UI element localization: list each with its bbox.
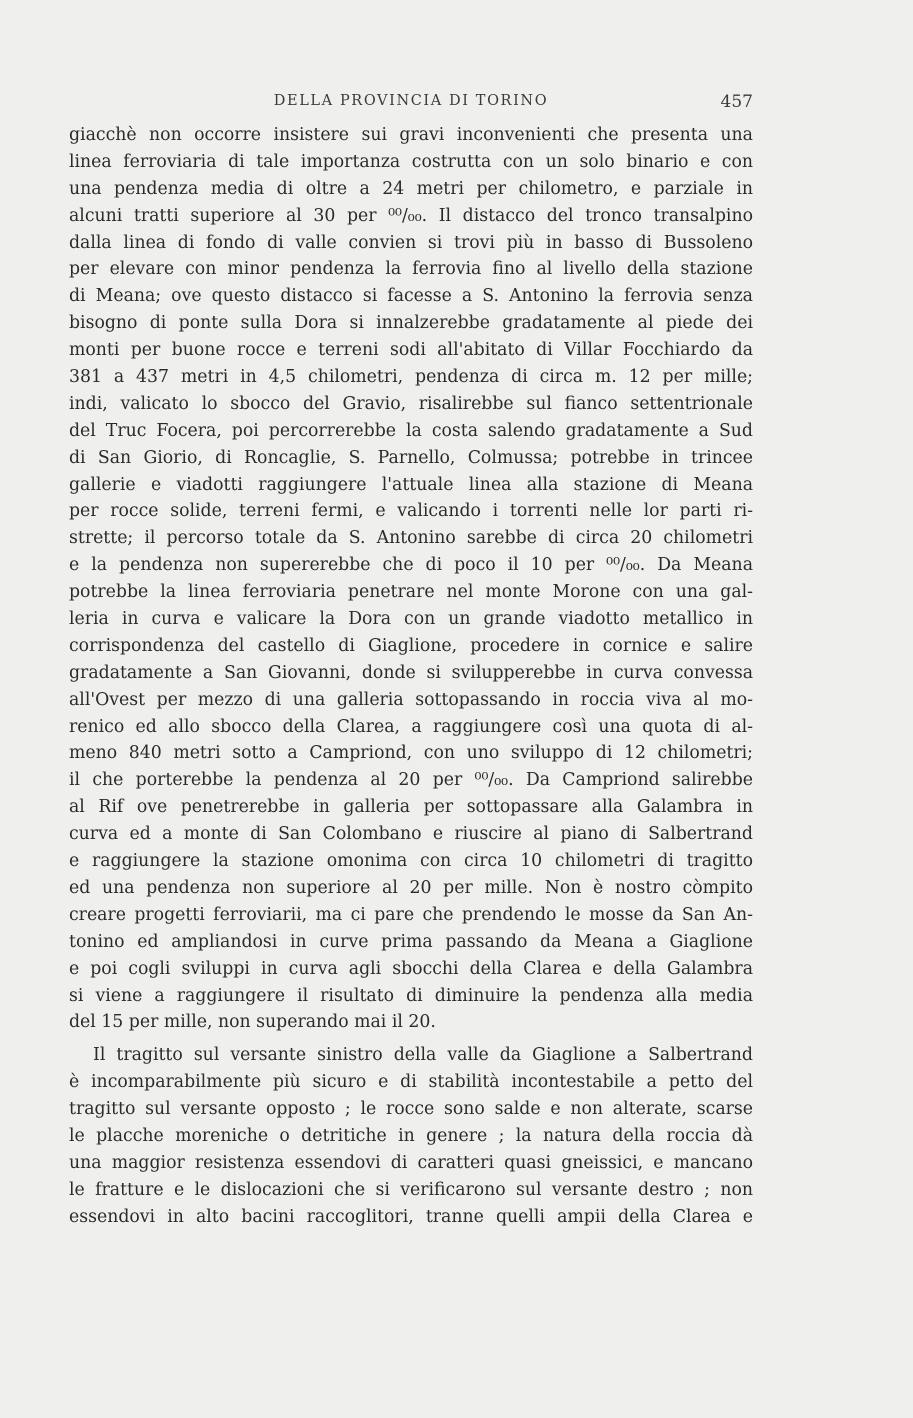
text-line: gallerie e viadotti raggiungere l'attuale linea alla stazione di Meana: [69, 474, 753, 495]
text-line: Il tragitto sul versante sinistro della valle da Giaglione a Salbertrand: [93, 1045, 753, 1066]
text-line: essendovi in alto bacini raccoglitori, tranne quelli ampii della Clarea e: [69, 1206, 753, 1227]
running-head: DELLA PROVINCIA DI TORINO: [273, 93, 549, 109]
text-line: renico ed allo sbocco della Clarea, a raggiungere così una quota di al-: [69, 716, 753, 737]
text-line: e la pendenza non supererebbe che di poco il 10 per ⁰⁰/₀₀. Da Meana: [69, 555, 753, 576]
text-line: giacchè non occorre insistere sui gravi inconvenienti che presenta una: [69, 125, 753, 145]
text-line: e raggiungere la stazione omonima con circa 10 chilometri di tragitto: [69, 851, 753, 872]
text-line: strette; il percorso totale da S. Antonino sarebbe di circa 20 chilometri: [69, 528, 753, 549]
text-line: indi, valicato lo sbocco del Gravio, risalirebbe sul fianco settentrionale: [69, 393, 753, 414]
text-line: monti per buone rocce e terreni sodi all'abitato di Villar Focchiardo da: [69, 340, 753, 361]
text-line: dalla linea di fondo di valle convien si trovi più in basso di Bussoleno: [69, 232, 753, 253]
text-line: al Rif ove penetrerebbe in galleria per sottopassare alla Galambra in: [69, 797, 753, 818]
text-line: gradatamente a San Giovanni, donde si svilupperebbe in curva convessa: [69, 662, 753, 683]
text-line: ed una pendenza non superiore al 20 per mille. Non è nostro còmpito: [69, 877, 753, 898]
text-line: di San Giorio, di Roncaglie, S. Parnello, Colmussa; potrebbe in trincee: [69, 447, 753, 468]
text-line: è incomparabilmente più sicuro e di stabilità incontestabile a petto del: [69, 1072, 753, 1093]
text-line: per elevare con minor pendenza la ferrovia fino al livello della stazione: [69, 259, 753, 280]
text-line: di Meana; ove questo distacco si facesse a S. Antonino la ferrovia senza: [69, 286, 753, 307]
paragraph: [69, 1042, 753, 1230]
text-line: per rocce solide, terreni fermi, e valicando i torrenti nelle lor parti ri-: [69, 501, 753, 522]
text-line: 381 a 437 metri in 4,5 chilometri, pendenza di circa m. 12 per mille;: [69, 367, 753, 388]
text-line: si viene a raggiungere il risultato di diminuire la pendenza alla media: [69, 985, 753, 1006]
text-line: alcuni tratti superiore al 30 per ⁰⁰/₀₀. Il distacco del tronco transalpino: [69, 205, 753, 226]
text-line: tragitto sul versante opposto ; le rocce sono salde e non alterate, scarse: [69, 1099, 753, 1120]
text-line: una maggior resistenza essendovi di caratteri quasi gneissici, e mancano: [69, 1152, 753, 1173]
text-line: linea ferroviaria di tale importanza costrutta con un solo binario e con: [69, 151, 753, 172]
text-line: potrebbe la linea ferroviaria penetrare nel monte Morone con una gal-: [69, 582, 753, 603]
paragraph: [69, 122, 753, 1036]
body-text: [69, 122, 753, 1231]
text-line: il che porterebbe la pendenza al 20 per ⁰⁰/₀₀. Da Campriond salirebbe: [69, 770, 753, 791]
text-line: una pendenza media di oltre a 24 metri per chilometro, e parziale in: [69, 178, 753, 199]
text-line: bisogno di ponte sulla Dora si innalzerebbe gradatamente al piede dei: [69, 313, 753, 334]
text-line: meno 840 metri sotto a Campriond, con uno sviluppo di 12 chilometri;: [69, 743, 753, 764]
text-line: le placche moreniche o detritiche in genere ; la natura della roccia dà: [69, 1125, 753, 1146]
text-line: all'Ovest per mezzo di una galleria sottopassando in roccia viva al mo-: [69, 689, 753, 710]
text-line: del Truc Focera, poi percorrerebbe la costa salendo gradatamente a Sud: [69, 420, 753, 441]
page-number: 457: [720, 92, 753, 112]
text-line: curva ed a monte di San Colombano e riuscire al piano di Salbertrand: [69, 824, 753, 845]
text-line: leria in curva e valicare la Dora con un grande viadotto metallico in: [69, 609, 753, 630]
text-line: tonino ed ampliandosi in curve prima passando da Meana a Giaglione: [69, 931, 753, 952]
text-line: le fratture e le dislocazioni che si verificarono sul versante destro ; non: [69, 1179, 753, 1200]
text-line: corrispondenza del castello di Giaglione, procedere in cornice e salire: [69, 635, 753, 656]
text-line: del 15 per mille, non superando mai il 20.: [69, 1012, 436, 1033]
text-line: creare progetti ferroviarii, ma ci pare che prendendo le mosse da San An-: [69, 904, 753, 925]
text-line: e poi cogli sviluppi in curva agli sbocchi della Clarea e della Galambra: [69, 958, 753, 979]
